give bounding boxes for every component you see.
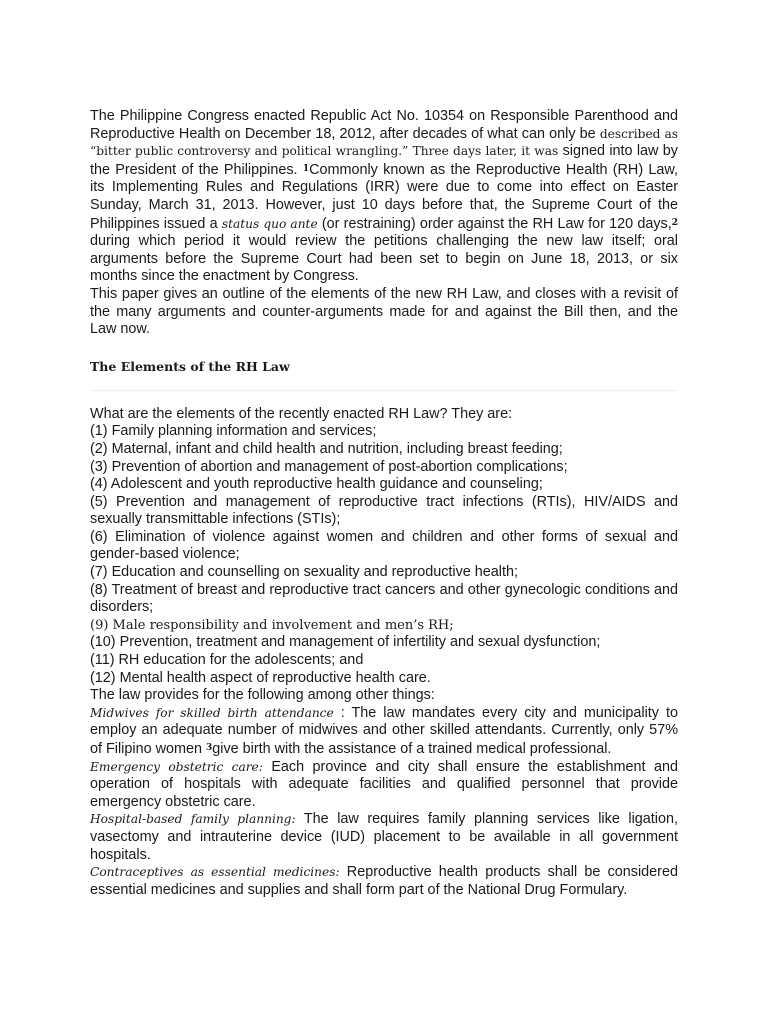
list-item: (11) RH education for the adolescents; and	[90, 652, 364, 669]
footnote-ref-2[interactable]: 2	[671, 217, 678, 228]
provision-term: Midwives for skilled birth attendance	[90, 705, 334, 720]
provision-separator	[340, 864, 347, 880]
provision-separator: :	[333, 704, 352, 721]
provisions-intro: The law provides for the following among other things:	[90, 687, 435, 704]
intro-text: Commonly known as the Reproductive Health (RH) Law, its Implementing Rules and Regulations (IRR) were due to come into effect on Easter Sunday, March 31, 2013. However, just 10 days before that, the Supreme Court of the Philippines issued a	[90, 161, 679, 232]
list-item: (3) Prevention of abortion and management of post-abortion complications;	[90, 458, 568, 475]
elements-list	[90, 406, 678, 688]
section-heading: The Elements of the RH Law	[90, 358, 290, 374]
status-quo-term: status quo ante	[221, 216, 318, 231]
list-item: (4) Adolescent and youth reproductive health guidance and counseling;	[90, 476, 543, 493]
document-page	[90, 108, 678, 899]
elements-intro: What are the elements of the recently enacted RH Law? They are:	[90, 405, 513, 422]
list-item: (10) Prevention, treatment and management of infertility and sexual dysfunction;	[90, 634, 601, 651]
list-item: (12) Mental health aspect of reproductive health care.	[90, 669, 431, 686]
intro-paragraph-2: This paper gives an outline of the elements of the new RH Law, and closes with a revisit of the many arguments and counter-arguments made for and against the Bill then, and the Law now.	[90, 285, 678, 338]
intro-text: The Philippine Congress enacted Republic Act No. 10354 on Responsible Parenthood and Reproductive Health on December 18, 2012, after decades of what can only be	[90, 108, 678, 142]
provision-term: Emergency obstetric care:	[90, 759, 263, 774]
provision-term: Hospital-based family planning:	[90, 812, 296, 827]
provision-term: Contraceptives as essential medicines:	[90, 865, 340, 880]
list-item: (7) Education and counselling on sexuality and reproductive health;	[90, 564, 518, 581]
intro-text: during which period it would review the petitions challenging the new law itself; oral arguments before the Supreme Court had been set to begin on June 18, 2013, or six months since the enactment by Congress.	[90, 233, 678, 285]
list-item: (5) Prevention and management of reproductive tract infections (RTIs), HIV/AIDS and sexually transmittable infections (STIs);	[90, 493, 678, 528]
list-item: (1) Family planning information and services;	[90, 423, 377, 440]
divider	[90, 390, 678, 391]
footnote-ref-3[interactable]: 3	[205, 743, 213, 753]
provision-item	[90, 864, 678, 899]
intro-text: (or restraining) order against the RH Law for 120 days,	[317, 215, 672, 232]
footnote-ref-1[interactable]: 1	[302, 163, 310, 174]
list-item: (9) Male responsibility and involvement and men’s RH;	[90, 617, 454, 633]
intro-text: signed into law by the President of the Philippines.	[90, 143, 678, 178]
provision-item	[90, 811, 678, 864]
provision-item	[90, 705, 678, 759]
provision-item	[90, 759, 678, 812]
intro-paragraph-1	[90, 108, 678, 286]
provision-text: The law mandates every city and municipality to employ an adequate number of midwives and other skilled attendants. Currently, only 57% of Filipino women	[90, 704, 678, 757]
provision-text: Reproductive health products shall be considered essential medicines and supplies and shall form part of the National Drug Formulary.	[90, 864, 678, 898]
list-item: (2) Maternal, infant and child health and nutrition, including breast feeding;	[90, 440, 563, 457]
list-item: (6) Elimination of violence against women and children and other forms of sexual and gender-based violence;	[90, 528, 678, 563]
provision-text: Each province and city shall ensure the establishment and operation of hospitals with adequate facilities and qualified personnel that provide emergency obstetric care.	[90, 758, 678, 810]
provision-text: The law requires family planning services like ligation, vasectomy and intrauterine device (IUD) placement to be available in all government hospitals.	[90, 811, 678, 863]
list-item: (8) Treatment of breast and reproductive tract cancers and other gynecologic conditions and disorders;	[90, 581, 678, 616]
intro-quote-text: described as “bitter public controversy and political wrangling.” Three days later, it was	[90, 126, 678, 159]
provision-text: give birth with the assistance of a trained medical professional.	[212, 741, 612, 757]
provision-separator	[296, 811, 304, 827]
